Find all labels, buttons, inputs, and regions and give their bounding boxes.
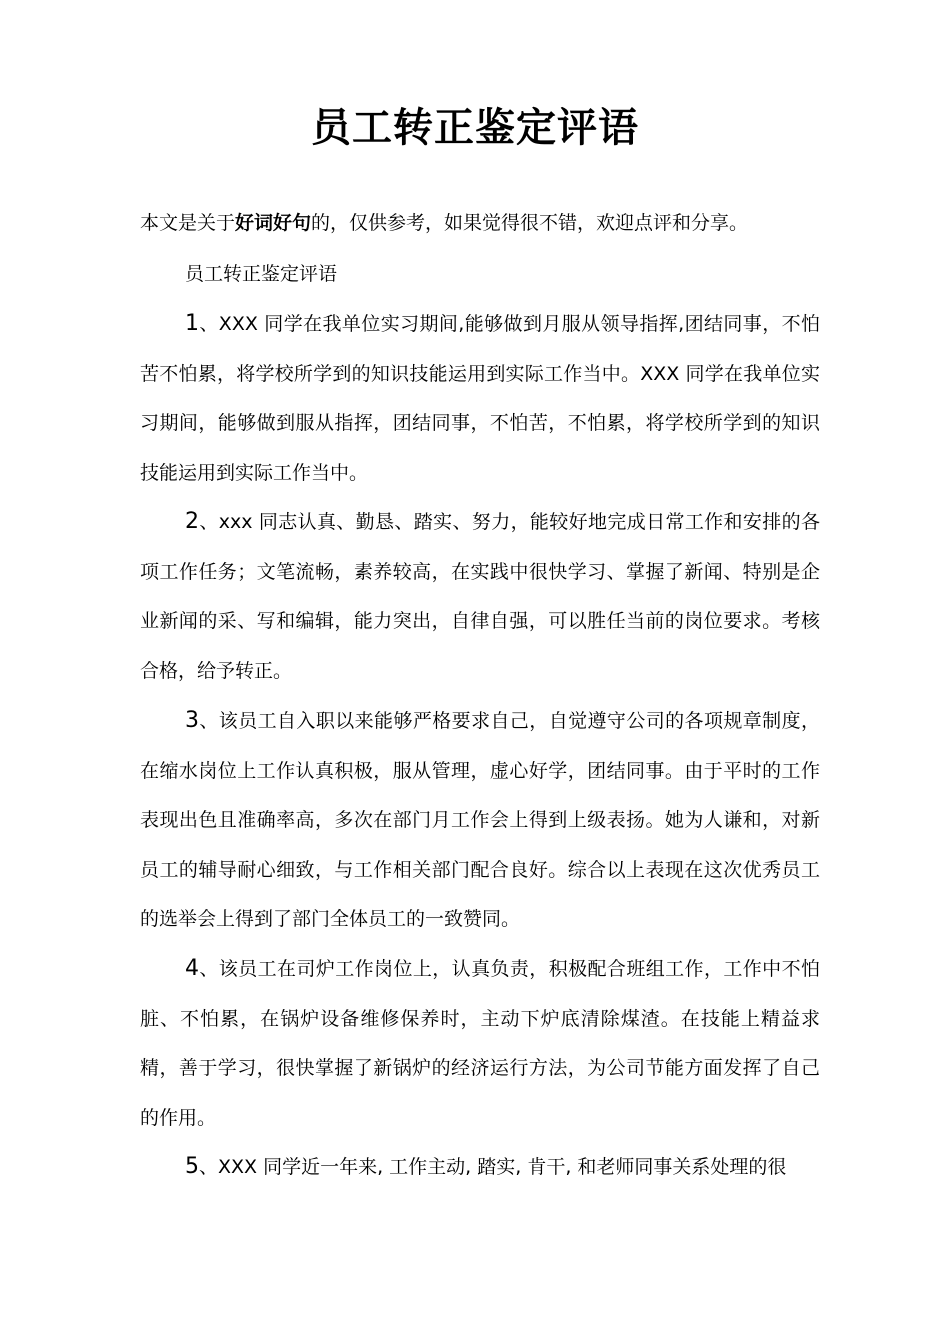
paragraph-number: 3: [185, 708, 199, 733]
paragraph-3: [140, 696, 820, 945]
paragraph-text: 、xxx 同志认真、勤恳、踏实、努力，能较好地完成日常工作和安排的各项工作任务；文笔流畅，素养较高，在实践中很快学习、掌握了新闻、特别是企业新闻的采、写和编辑，能力突出，自律自强，可以胜任当前的岗位要求。考核合格，给予转正。: [140, 511, 820, 682]
intro-line: [140, 205, 830, 241]
intro-text-after: 的，仅供参考，如果觉得很不错，欢迎点评和分享。: [311, 212, 749, 234]
paragraph-4: [140, 944, 820, 1143]
paragraph-2: [140, 497, 820, 696]
paragraph-text: 、该员工在司炉工作岗位上，认真负责，积极配合班组工作，工作中不怕脏、不怕累，在锅炉设备维修保养时，主动下炉底清除煤渣。在技能上精益求精，善于学习，很快掌握了新锅炉的经济运行方法，为公司节能方面发挥了自己的作用。: [140, 958, 820, 1129]
paragraph-5: [140, 1142, 820, 1193]
paragraph-text: 、XXX 同学在我单位实习期间,能够做到月服从领导指挥,团结同事，不怕苦不怕累，将学校所学到的知识技能运用到实际工作当中。XXX 同学在我单位实习期间，能够做到服从指挥，团结同事，不怕苦，不怕累，将学校所学到的知识技能运用到实际工作当中。: [140, 313, 820, 484]
paragraph-number: 1: [185, 311, 199, 336]
paragraph-1: [140, 299, 820, 498]
paragraph-text: 、XXX 同学近一年来, 工作主动, 踏实, 肯干, 和老师同事关系处理的很: [199, 1156, 787, 1178]
paragraph-number: 5: [185, 1154, 199, 1179]
paragraph-number: 4: [185, 956, 199, 981]
paragraph-number: 2: [185, 509, 199, 534]
paragraph-text: 、该员工自入职以来能够严格要求自己，自觉遵守公司的各项规章制度，在缩水岗位上工作认真积极，服从管理，虚心好学，团结同事。由于平时的工作表现出色且准确率高，多次在部门月工作会上得到上级表扬。她为人谦和，对新员工的辅导耐心细致，与工作相关部门配合良好。综合以上表现在这次优秀员工的选举会上得到了部门全体员工的一致赞同。: [140, 710, 820, 931]
document-title: 员工转正鉴定评语: [311, 105, 639, 151]
intro-keyword: 好词好句: [235, 212, 312, 234]
section-subtitle: 员工转正鉴定评语: [185, 263, 338, 285]
intro-text-before: 本文是关于: [140, 212, 236, 234]
